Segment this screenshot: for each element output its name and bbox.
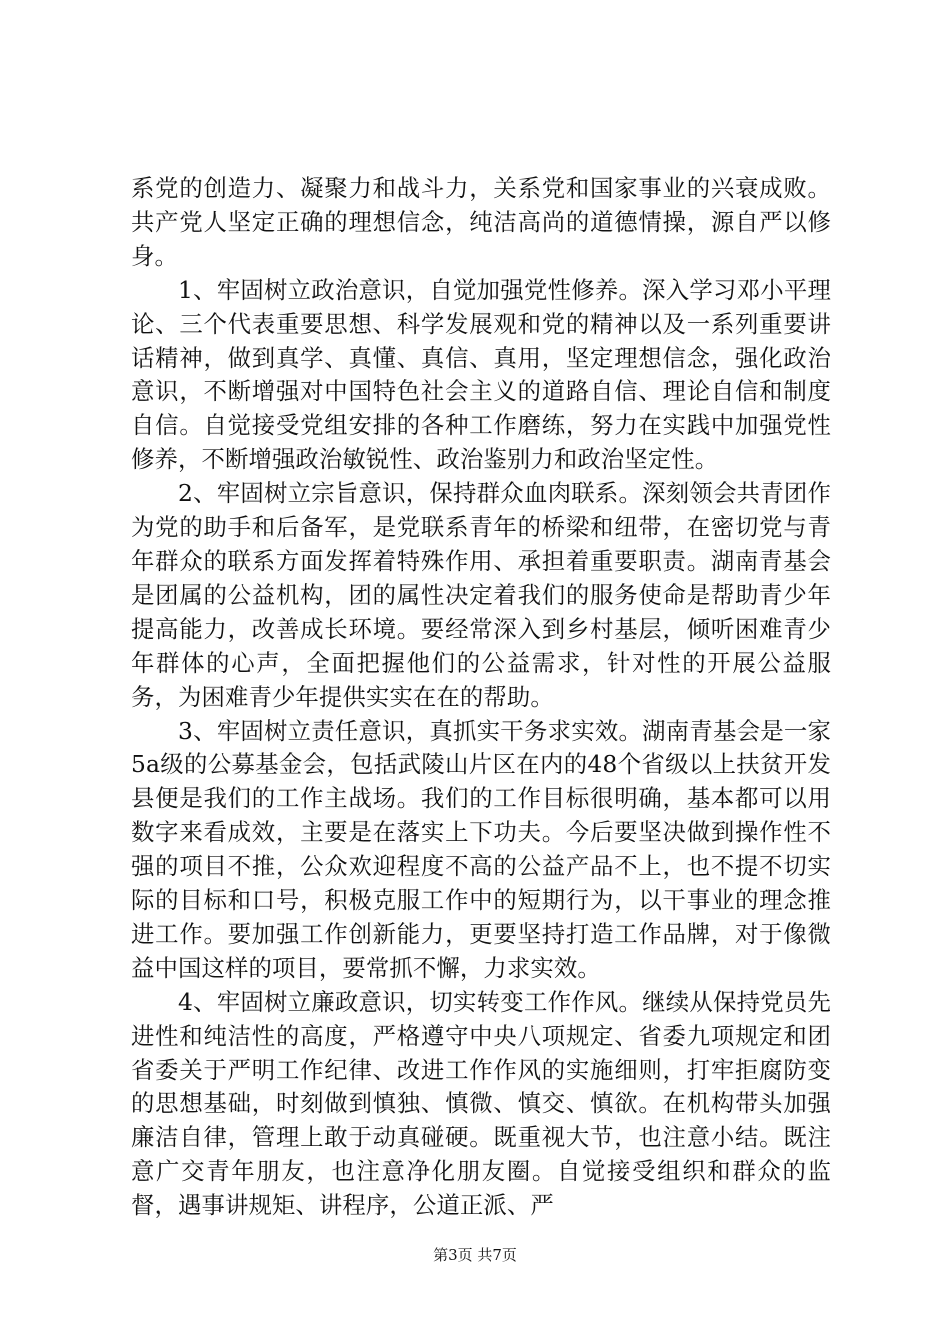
paragraph-purpose-awareness: 2、牢固树立宗旨意识，保持群众血肉联系。深刻领会共青团作为党的助手和后备军，是党联系青年的桥梁和纽带，在密切党与青年群众的联系方面发挥着特殊作用、承担着重要职责。湖南青基会是团属的公益机构，团的属性决定着我们的服务使命是帮助青少年提高能力，改善成长环境。要经常深入到乡村基层，倾听困难青少年群体的心声，全面把握他们的公益需求，针对性的开展公益服务，为困难青少年提供实实在在的帮助。	[131, 479, 831, 711]
paragraph-integrity-awareness: 4、牢固树立廉政意识，切实转变工作作风。继续从保持党员先进性和纯洁性的高度，严格遵守中央八项规定、省委九项规定和团省委关于严明工作纪律、改进工作作风的实施细则，打牢拒腐防变的思想基础，时刻做到慎独、慎微、慎交、慎欲。在机构带头加强廉洁自律，管理上敢于动真碰硬。既重视大节，也注意小结。既注意广交青年朋友，也注意净化朋友圈。自觉接受组织和群众的监督，遇事讲规矩、讲程序，公道正派、严	[131, 987, 831, 1220]
paragraph-responsibility-awareness: 3、牢固树立责任意识，真抓实干务求实效。湖南青基会是一家5a级的公募基金会，包括武陵山片区在内的48个省级以上扶贫开发县便是我们的工作主战场。我们的工作目标很明确，基本都可以用数字来看成效，主要是在落实上下功夫。今后要坚决做到操作性不强的项目不推，公众欢迎程度不高的公益产品不上，也不提不切实际的目标和口号，积极克服工作中的短期行为，以干事业的理念推进工作。要加强工作创新能力，更要坚持打造工作品牌，对于像微益中国这样的项目，要常抓不懈，力求实效。	[131, 716, 831, 982]
body-text	[131, 172, 831, 1223]
page-footer: 第3页 共7页	[433, 1246, 517, 1264]
paragraph-intro: 系党的创造力、凝聚力和战斗力，关系党和国家事业的兴衰成败。共产党人坚定正确的理想信念，纯洁高尚的道德情操，源自严以修身。	[131, 174, 831, 270]
paragraph-political-awareness: 1、牢固树立政治意识，自觉加强党性修养。深入学习邓小平理论、三个代表重要思想、科学发展观和党的精神以及一系列重要讲话精神，做到真学、真懂、真信、真用，坚定理想信念，强化政治意识，不断增强对中国特色社会主义的道路自信、理论自信和制度自信。自觉接受党组安排的各种工作磨练，努力在实践中加强党性修养，不断增强政治敏锐性、政治鉴别力和政治坚定性。	[131, 275, 831, 474]
